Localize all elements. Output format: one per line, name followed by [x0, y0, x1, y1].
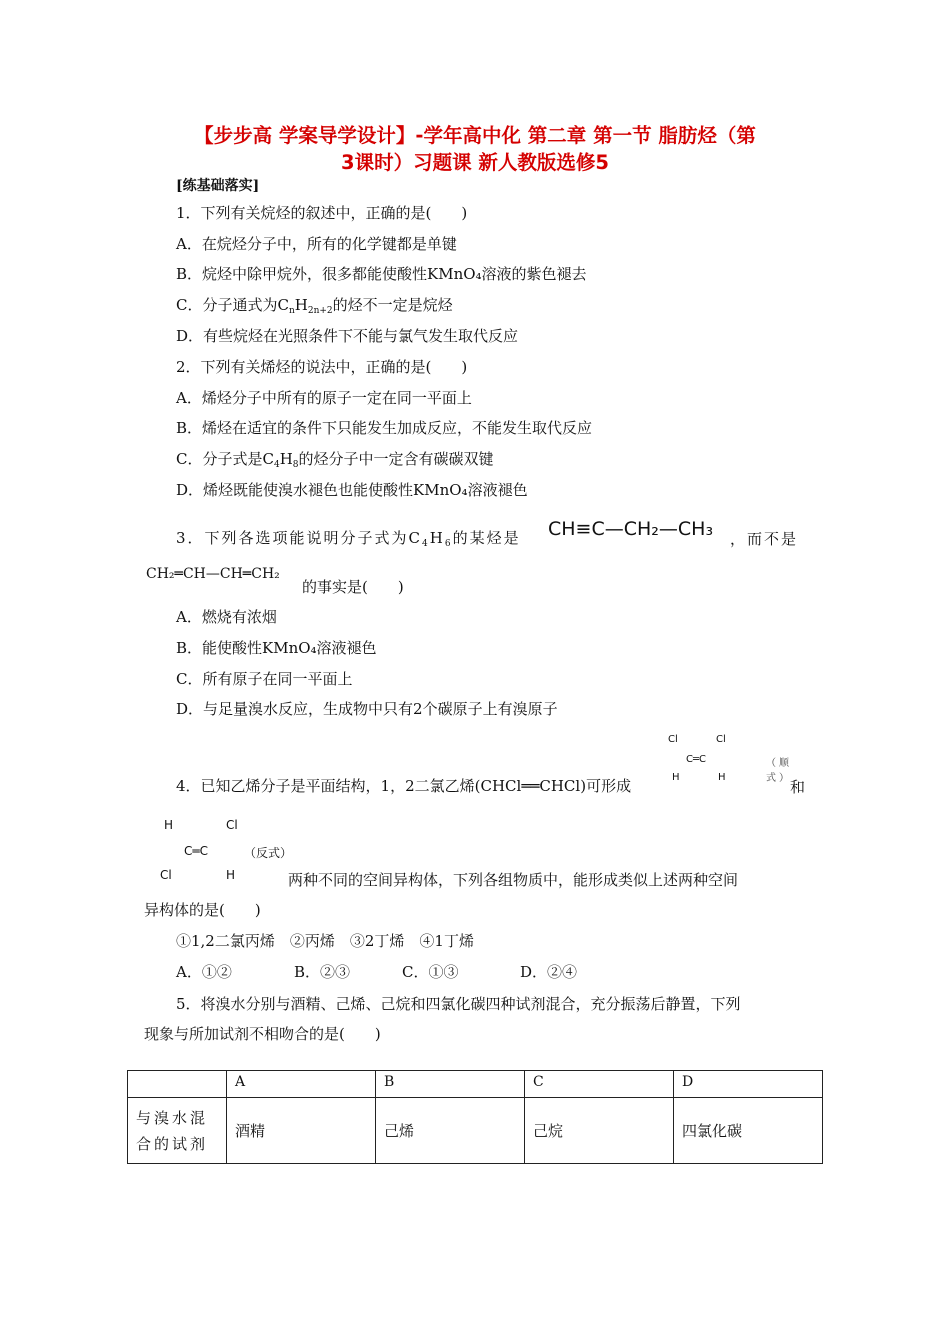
- table-header-row: [128, 1071, 823, 1098]
- section-heading: [练基础落实]: [176, 178, 260, 194]
- q5-table: [127, 1070, 823, 1164]
- q4-option-c: C．①③: [402, 963, 459, 981]
- trans-h-left: H: [164, 818, 174, 832]
- q3-stem-post: 的某烃是: [452, 529, 521, 547]
- table-cell-d: 四氯化碳: [674, 1098, 823, 1164]
- q2-c-text: C．分子式是C: [176, 450, 274, 468]
- q3-option-d: D．与足量溴水反应，生成物中只有2个碳原子上有溴原子: [176, 700, 558, 718]
- table-row-label: 与溴水混合的试剂: [128, 1098, 227, 1164]
- q4-option-a: A．①②: [176, 963, 232, 981]
- q1-c-post: 的烃不一定是烷烃: [332, 296, 453, 314]
- q4-items: ①1,2二氯丙烯 ②丙烯 ③2丁烯 ④1丁烯: [176, 932, 474, 950]
- q2-option-b: B．烯烃在适宜的条件下只能发生加成反应，不能发生取代反应: [176, 419, 593, 437]
- cis-cl-right: Cl: [716, 734, 726, 745]
- q2-stem: 2．下列有关烯烃的说法中，正确的是( ): [176, 358, 468, 376]
- q1-option-a: A．在烷烃分子中，所有的化学键都是单键: [176, 235, 457, 253]
- table-header-a: A: [227, 1071, 376, 1098]
- q1-c-text: C．分子通式为C: [176, 296, 289, 314]
- q2-c-sub2: 8: [292, 460, 299, 470]
- title-line-1: 【步步高 学案导学设计】-学年高中化 第二章 第一节 脂肪烃（第: [194, 124, 756, 147]
- formula-1-butyne: CH≡C—CH₂—CH₃: [548, 518, 714, 540]
- cis-cl-left: Cl: [668, 734, 678, 745]
- q4-stem: 4．已知乙烯分子是平面结构，1，2二氯乙烯(CHCl══CHCl)可形成: [176, 777, 632, 795]
- q2-c-sub1: 4: [273, 460, 280, 470]
- cis-label: （顺式）: [766, 758, 792, 784]
- q1-option-d: D．有些烷烃在光照条件下不能与氯气发生取代反应: [176, 327, 519, 345]
- document-title: [140, 122, 810, 176]
- q4-and: 和: [790, 778, 806, 796]
- q1-c-mid: H: [294, 296, 308, 314]
- q1-c-sub1: n: [288, 306, 295, 316]
- q5-stem: 5．将溴水分别与酒精、己烯、己烷和四氯化碳四种试剂混合，充分振荡后静置，下列: [176, 995, 741, 1013]
- trans-cl-left: Cl: [160, 868, 172, 882]
- q2-option-a: A．烯烃分子中所有的原子一定在同一平面上: [176, 389, 472, 407]
- q4-continue-2: 异构体的是( ): [144, 901, 261, 919]
- q2-c-post: 的烃分子中一定含有碳碳双键: [298, 450, 494, 468]
- q4-continue: 两种不同的空间异构体，下列各组物质中，能形成类似上述两种空间: [288, 871, 739, 889]
- q2-c-mid: H: [279, 450, 293, 468]
- table-header-empty: [128, 1071, 227, 1098]
- q2-option-c: [176, 449, 494, 475]
- q1-option-c: [176, 295, 453, 321]
- trans-label: （反式）: [244, 846, 293, 860]
- formula-butadiene: CH₂═CH—CH═CH₂: [146, 566, 280, 582]
- q4-options: [176, 962, 577, 982]
- trans-h-right: H: [226, 868, 236, 882]
- trans-isomer-structure: [160, 818, 300, 884]
- q3-stem-tail: 的事实是( ): [302, 578, 404, 596]
- cis-cc: C═C: [686, 754, 706, 765]
- cis-h-left: H: [672, 772, 680, 783]
- q3-option-a: A．燃烧有浓烟: [176, 608, 277, 626]
- table-cell-b: 己烯: [376, 1098, 525, 1164]
- trans-cc: C═C: [184, 844, 208, 858]
- trans-cl-right: Cl: [226, 818, 238, 832]
- cis-isomer-structure: [666, 734, 796, 786]
- q3-stem: [176, 528, 521, 554]
- table-cell-a: 酒精: [227, 1098, 376, 1164]
- q3-stem-mid: H: [429, 529, 445, 547]
- cis-h-right: H: [718, 772, 726, 783]
- table-cell-c: 己烷: [525, 1098, 674, 1164]
- q4-option-b: B．②③: [294, 963, 351, 981]
- table-header-c: C: [525, 1071, 674, 1098]
- table-row: [128, 1098, 823, 1164]
- q1-c-sub2: 2n+2: [307, 306, 333, 316]
- q1-option-b: B．烷烃中除甲烷外，很多都能使酸性KMnO₄溶液的紫色褪去: [176, 265, 587, 283]
- q4-option-d: D．②④: [520, 963, 578, 981]
- title-line-2: 3课时）习题课 新人教版选修5: [341, 151, 609, 174]
- q3-stem-text: 3．下列各选项能说明分子式为C: [176, 529, 423, 547]
- q3-option-b: B．能使酸性KMnO₄溶液褪色: [176, 639, 377, 657]
- q2-option-d: D．烯烃既能使溴水褪色也能使酸性KMnO₄溶液褪色: [176, 481, 528, 499]
- q3-stem-not: ，而不是: [730, 530, 799, 548]
- q1-stem: 1．下列有关烷烃的叙述中，正确的是( ): [176, 204, 468, 222]
- table-header-b: B: [376, 1071, 525, 1098]
- q3-option-c: C．所有原子在同一平面上: [176, 670, 353, 688]
- q3-stem-sub1: 4: [422, 539, 430, 549]
- q3-stem-sub2: 6: [444, 539, 453, 549]
- table-header-d: D: [674, 1071, 823, 1098]
- q5-stem-2: 现象与所加试剂不相吻合的是( ): [144, 1025, 381, 1043]
